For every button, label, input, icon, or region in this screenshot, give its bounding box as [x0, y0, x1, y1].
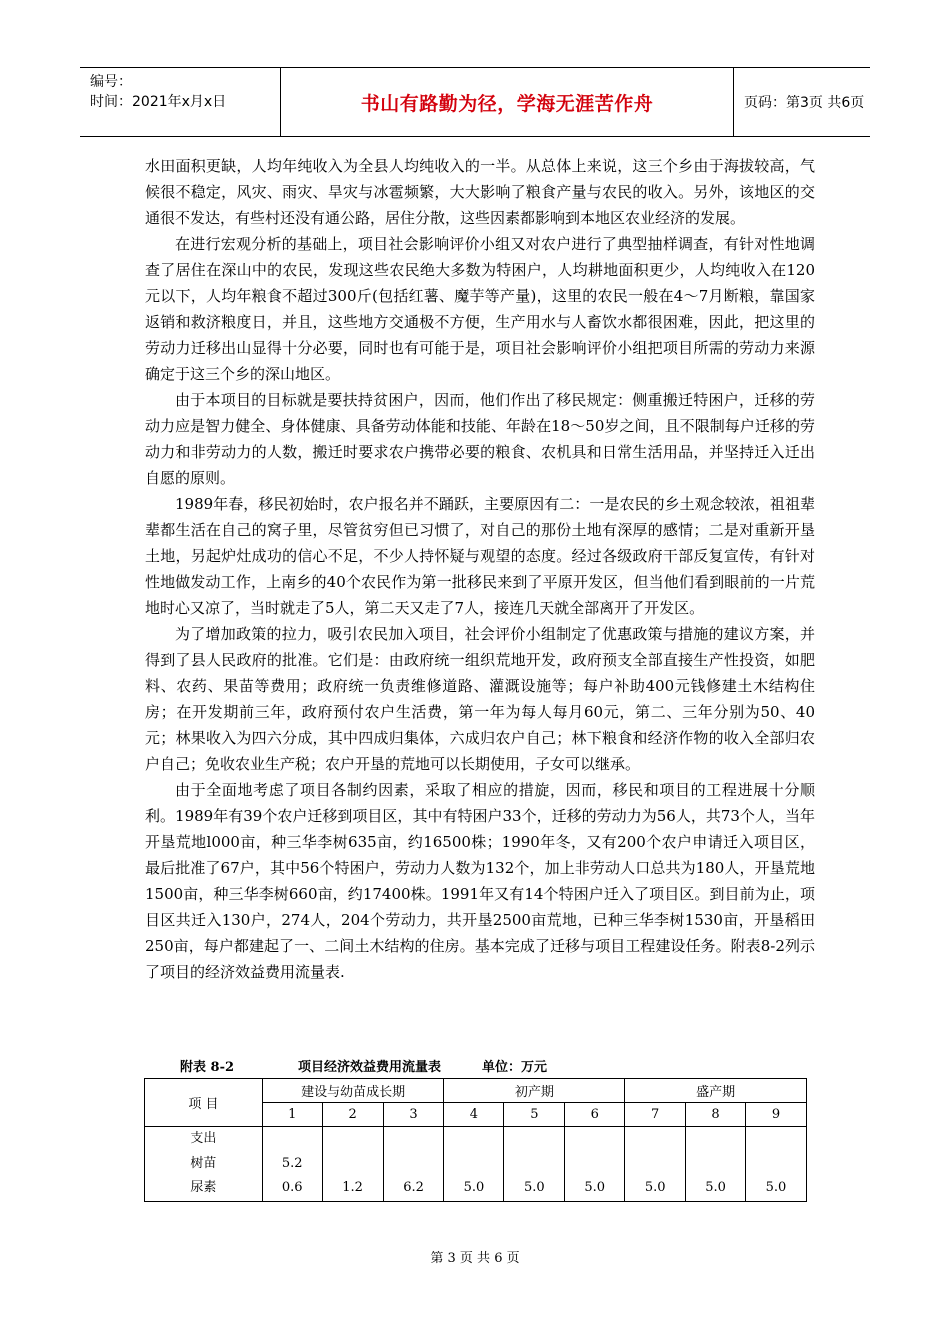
seedling-value [444, 1152, 503, 1177]
table-number: 附表 8-2 [180, 1060, 235, 1075]
row-label-expense: 支出 [190, 1131, 217, 1146]
table-cell [444, 1127, 504, 1202]
table-cell [625, 1127, 686, 1202]
row-label-urea: 尿素 [190, 1180, 217, 1195]
year-header: 2 [322, 1103, 383, 1127]
cash-flow-table [144, 1078, 807, 1202]
table-cell [504, 1127, 565, 1202]
body-text [145, 153, 815, 985]
motto: 书山有路勤为径，学海无涯苦作舟 [360, 92, 654, 115]
phase-header: 初产期 [444, 1079, 625, 1103]
paragraph: 由于全面地考虑了项目各制约因素，采取了相应的措旋，因而，移民和项目的工程进展十分顺利。1989年有39个农户迁移到项目区，其中有特困户33个，迁移的劳动力为56人，共73个人，当年开垦荒地l000亩，种三华李树635亩，约16500株；1990年冬，又有200个农户申请迁入项目区，最后批准了67户，其中56个特困户，劳动力人数为132个，加上非劳动人口总共为180人，开垦荒地1500亩，种三华李树660亩，约17400株。1991年又有14个特困户迁入了项目区。到目前为止，项目区共迁入130户，274人，204个劳动力，共开垦2500亩荒地，已种三华李树1530亩，开垦稻田250亩，每户都建起了一、二间土木结构的住房。基本完成了迁移与项目工程建设任务。附表8-2列示了项目的经济效益费用流量表. [145, 781, 815, 981]
table-title: 项目经济效益费用流量表 [298, 1060, 442, 1075]
seedling-value [625, 1152, 685, 1177]
paragraph: 水田面积更缺，人均年纯收入为全县人均纯收入的一半。从总体上来说，这三个乡由于海拔较高，气候很不稳定，风灾、雨灾、旱灾与冰雹频繁，大大影响了粮食产量与农民的收入。另外，该地区的交通很不发达，有些村还没有通公路，居住分散，这些因素都影响到本地区农业经济的发展。 [145, 157, 815, 227]
paragraph: 为了增加政策的拉力，吸引农民加入项目，社会评价小组制定了优惠政策与措施的建议方案，并得到了县人民政府的批准。它们是：由政府统一组织荒地开发，政府预支全部直接生产性投资，如肥料、农药、果苗等费用；政府统一负责维修道路、灌溉设施等；每户补助400元钱修建土木结构住房；在开发期前三年，政府预付农户生活费，第一年为每人每月60元，第二、三年分别为50、40元；林果收入为四六分成，其中四成归集体，六成归农户自己；林下粮食和经济作物的收入全部归农户自己；免收农业生产税；农户开垦的荒地可以长期使用，子女可以继承。 [145, 625, 815, 773]
table-header-row [145, 1079, 807, 1103]
paragraph: 由于本项目的目标就是要扶持贫困户，因而，他们作出了移民规定：侧重搬迁特困户，迁移的劳动力应是智力健全、身体健康、具备劳动体能和技能、年龄在18～50岁之间，且不限制每户迁移的劳动力和非劳动力的人数，搬迁时要求农户携带必要的粮食、农机具和日常生活用品，并坚持迁入迁出自愿的原则。 [145, 391, 815, 487]
urea-value: 5.0 [644, 1180, 666, 1195]
header-page-number: 页码：第3页 共6页 [744, 95, 865, 111]
urea-value: 6.2 [403, 1180, 424, 1195]
seedling-value [384, 1152, 444, 1177]
header-info-cell [80, 68, 281, 136]
row-label-cell [145, 1127, 263, 1202]
paragraph: 1989年春，移民初始时，农户报名并不踊跃，主要原因有二：一是农民的乡土观念较浓，祖祖辈辈都生活在自己的窝子里，尽管贫穷但已习惯了，对自己的那份土地有深厚的感情；二是对重新开垦土地，另起炉灶成功的信心不足，不少人持怀疑与观望的态度。经过各级政府干部反复宣传，有针对性地做发动工作，上南乡的40个农民作为第一批移民来到了平原开发区，但当他们看到眼前的一片荒地时心又凉了，当时就走了5人，第二天又走了7人，接连几天就全部离开了开发区。 [145, 495, 815, 617]
urea-value: 5.0 [765, 1180, 787, 1195]
page-footer: 第 3 页 共 6 页 [430, 1251, 520, 1266]
table-row [145, 1127, 807, 1202]
table-cell [565, 1127, 625, 1202]
year-header: 3 [383, 1103, 444, 1127]
urea-value: 0.6 [281, 1180, 303, 1195]
document-number: 编号： [90, 74, 132, 90]
table-unit: 单位：万元 [482, 1060, 548, 1075]
document-time: 时间：2021年x月x日 [90, 94, 227, 110]
table-cell [322, 1127, 383, 1202]
seedling-value [565, 1152, 624, 1177]
table-cell [262, 1127, 322, 1202]
year-header: 6 [565, 1103, 625, 1127]
table-cell [686, 1127, 746, 1202]
year-header: 9 [746, 1103, 807, 1127]
phase-header: 盛产期 [625, 1079, 807, 1103]
seedling-value [504, 1152, 564, 1177]
header-page-cell [734, 68, 870, 136]
page-header [80, 67, 870, 137]
year-header: 8 [686, 1103, 746, 1127]
year-header: 5 [504, 1103, 565, 1127]
year-header: 7 [625, 1103, 686, 1127]
year-header: 4 [444, 1103, 504, 1127]
seedling-value [686, 1152, 745, 1177]
phase-header: 建设与幼苗成长期 [262, 1079, 444, 1103]
seedling-value: 5.2 [281, 1155, 303, 1171]
header-motto-cell [281, 68, 734, 136]
urea-value: 5.0 [705, 1180, 726, 1195]
paragraph: 在进行宏观分析的基础上，项目社会影响评价小组又对农户进行了典型抽样调查，有针对性地调查了居住在深山中的农民，发现这些农民绝大多数为特困户，人均耕地面积更少，人均纯收入在120元以下，人均年粮食不超过300斤(包括红薯、魔芋等产量)，这里的农民一般在4～7月断粮，靠国家返销和救济粮度日，并且，这些地方交通极不方便，生产用水与人畜饮水都很困难，因此，把这里的劳动力迁移出山显得十分必要，同时也有可能于是，项目社会影响评价小组把项目所需的劳动力来源确定于这三个乡的深山地区。 [145, 235, 815, 383]
urea-value: 5.0 [584, 1180, 606, 1195]
seedling-value [323, 1152, 383, 1177]
row-label-seedlings: 树苗 [190, 1155, 217, 1171]
table-cell [746, 1127, 807, 1202]
year-header: 1 [262, 1103, 322, 1127]
urea-value: 5.0 [463, 1180, 485, 1195]
table-cell [383, 1127, 444, 1202]
urea-value: 5.0 [524, 1180, 545, 1195]
urea-value: 1.2 [342, 1180, 363, 1195]
item-header: 项 目 [145, 1079, 263, 1127]
seedling-value [746, 1152, 806, 1177]
